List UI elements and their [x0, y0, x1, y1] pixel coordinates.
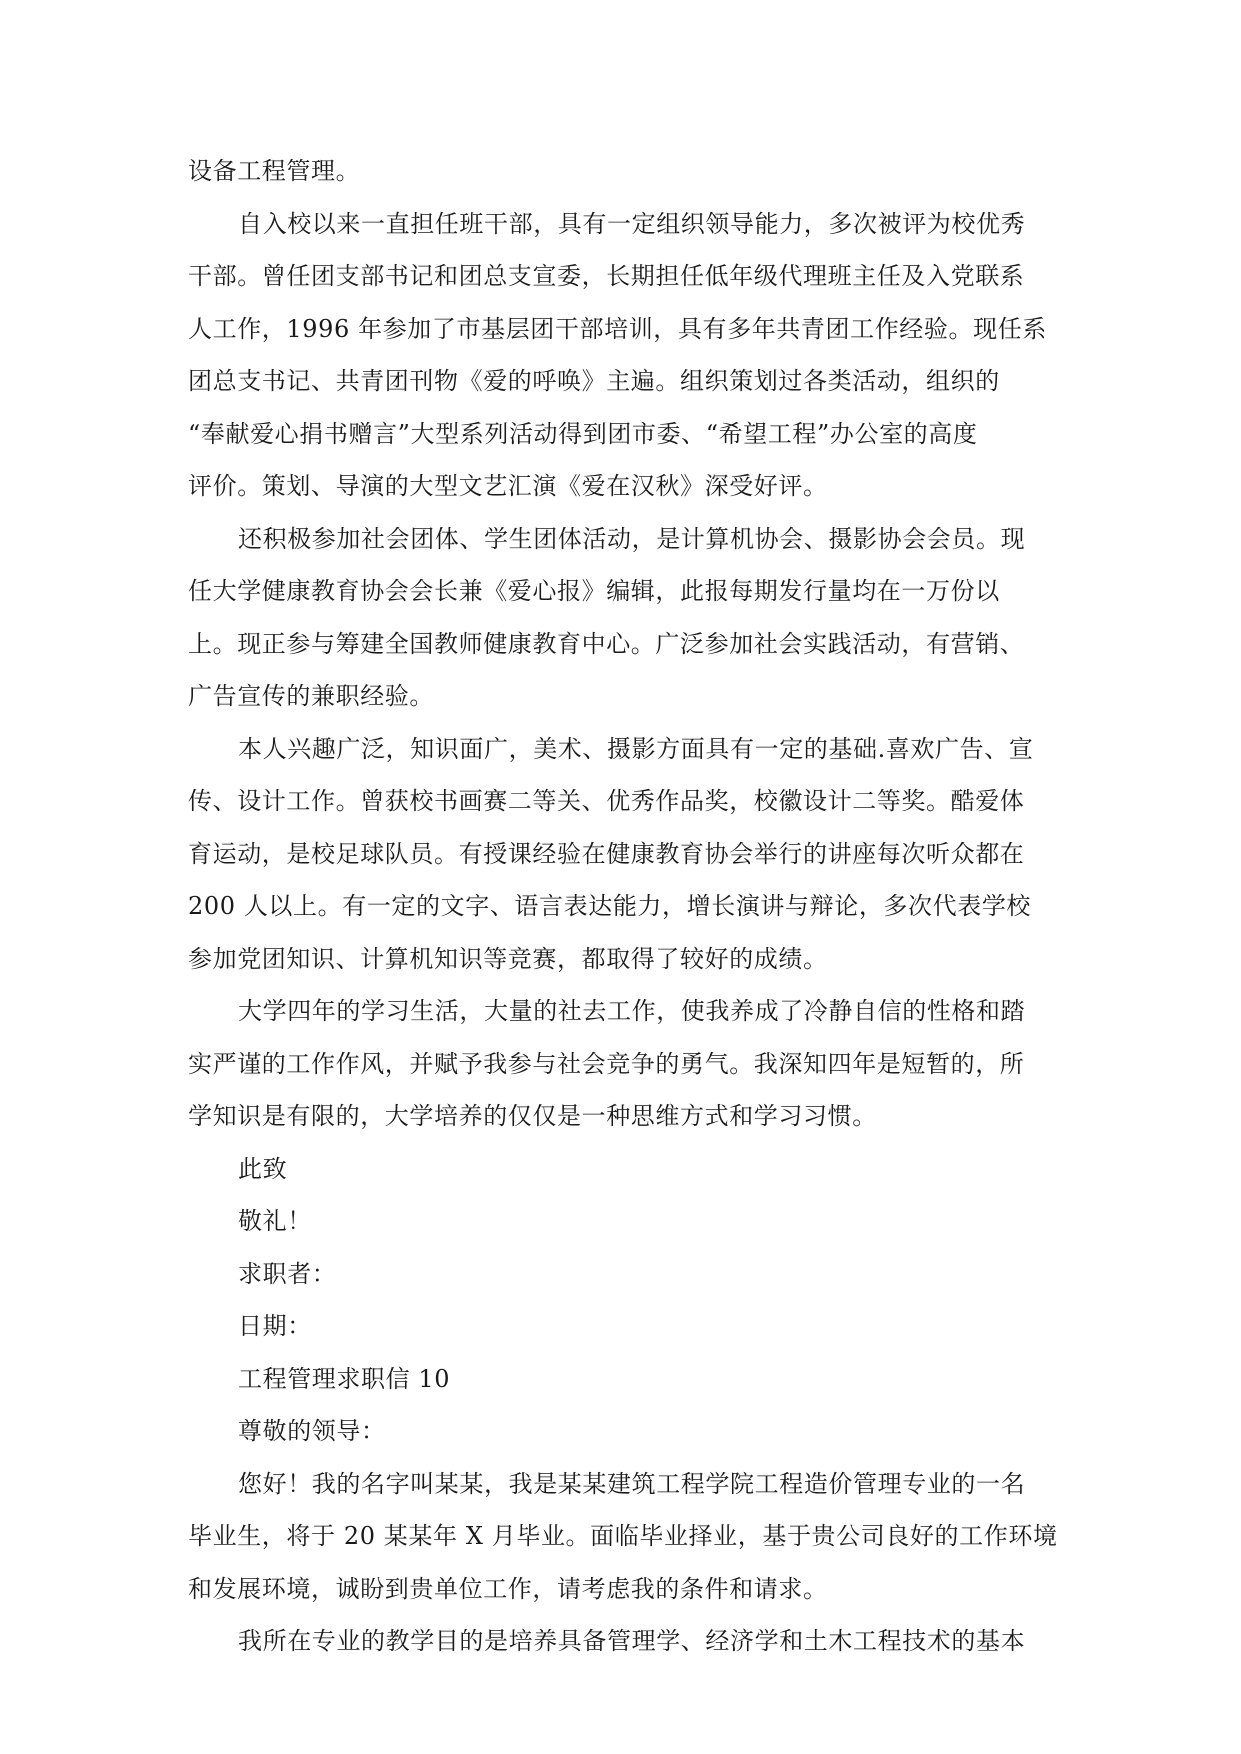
text-line: 育运动，是校足球队员。有授课经验在健康教育协会举行的讲座每次听众都在 — [188, 839, 1025, 868]
text-line: 广告宣传的兼职经验。 — [188, 682, 434, 710]
text-line: 参加党团知识、计算机知识等竞赛，都取得了较好的成绩。 — [188, 944, 828, 973]
section-title: 工程管理求职信 10 — [238, 1364, 451, 1393]
document-page — [188, 145, 1058, 1668]
text-line: 还积极参加社会团体、学生团体活动，是计算机协会、摄影协会会员。现 — [238, 524, 1026, 553]
text-line: 人工作，1996 年参加了市基层团干部培训，具有多年共青团工作经验。现任系 — [188, 314, 1047, 343]
text-line: 本人兴趣广泛，知识面广，美术、摄影方面具有一定的基础.喜欢广告、宣 — [238, 734, 1034, 763]
text-line: 学知识是有限的，大学培养的仅仅是一种思维方式和学习习惯。 — [188, 1102, 877, 1130]
text-line: 任大学健康教育协会会长兼《爱心报》编辑，此报每期发行量均在一万份以 — [188, 577, 1000, 605]
text-line: 实严谨的工作作风，并赋予我参与社会竞争的勇气。我深知四年是短暂的，所 — [188, 1049, 1025, 1078]
text-line: 200 人以上。有一定的文字、语言表达能力，增长演讲与辩论，多次代表学校 — [188, 892, 1032, 920]
text-line: 我所在专业的教学目的是培养具备管理学、经济学和土木工程技术的基本 — [238, 1627, 1026, 1655]
closing-salutation: 此致 — [238, 1154, 288, 1183]
text-line: 毕业生，将于 20 某某年 X 月毕业。面临毕业择业，基于贵公司良好的工作环境 — [188, 1522, 1058, 1550]
text-line: 您好！我的名字叫某某，我是某某建筑工程学院工程造价管理专业的一名 — [238, 1469, 1026, 1498]
text-line: 和发展环境，诚盼到贵单位工作，请考虑我的条件和请求。 — [188, 1574, 828, 1603]
closing-regards: 敬礼！ — [238, 1207, 312, 1235]
date-label: 日期： — [238, 1312, 312, 1340]
text-line: 团总支书记、共青团刊物《爱的呼唤》主遍。组织策划过各类活动，组织的 — [188, 367, 1000, 395]
text-line: 上。现正参与筹建全国教师健康教育中心。广泛参加社会实践活动，有营销、 — [188, 629, 1025, 658]
text-line: 传、设计工作。曾获校书画赛二等关、优秀作品奖，校徽设计二等奖。酷爱体 — [188, 787, 1025, 815]
greeting: 尊敬的领导： — [238, 1417, 386, 1445]
applicant-label: 求职者： — [238, 1259, 337, 1288]
text-line: 大学四年的学习生活，大量的社去工作，使我养成了冷静自信的性格和踏 — [238, 997, 1026, 1025]
text-line: 评价。策划、导演的大型文艺汇演《爱在汉秋》深受好评。 — [188, 472, 828, 500]
text-line: 自入校以来一直担任班干部，具有一定组织领导能力，多次被评为校优秀 — [238, 209, 1026, 238]
text-line: 设备工程管理。 — [188, 157, 361, 185]
text-line: 干部。曾任团支部书记和团总支宣委，长期担任低年级代理班主任及入党联系 — [188, 262, 1025, 290]
text-line: “奉献爱心捐书赠言”大型系列活动得到团市委、“希望工程”办公室的高度 — [188, 419, 978, 448]
